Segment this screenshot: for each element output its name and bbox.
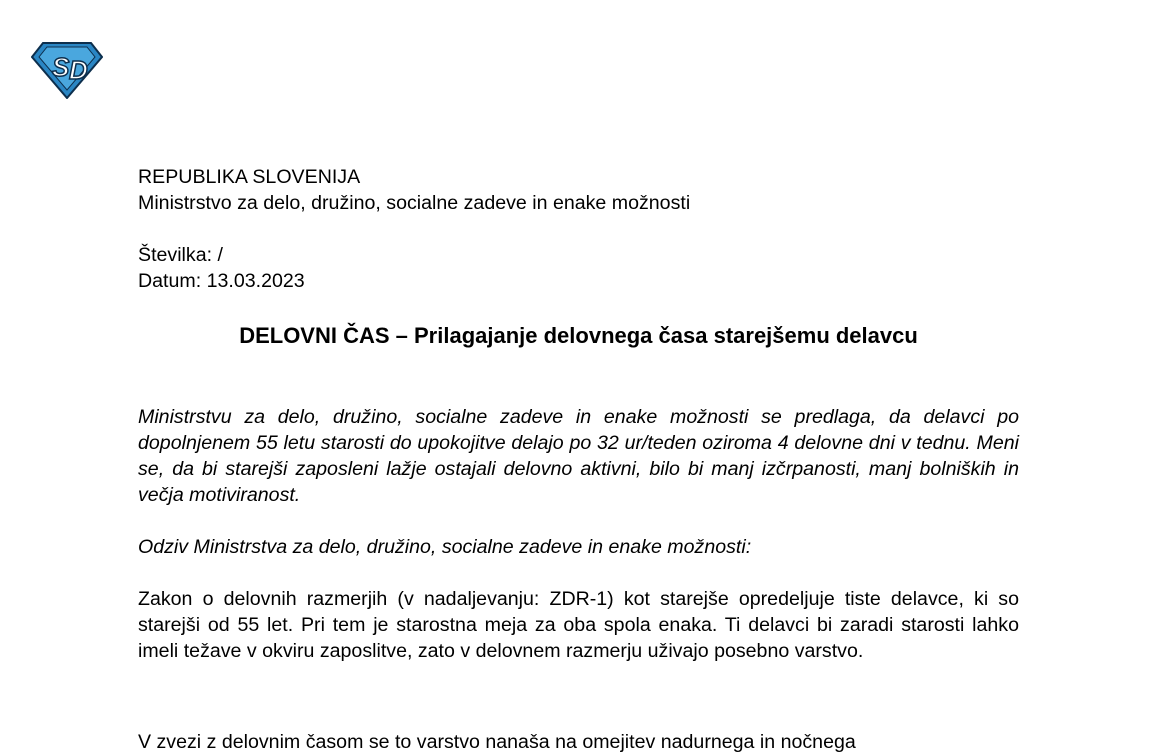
number-label: Številka:: [138, 244, 213, 266]
document-title: DELOVNI ČAS – Prilagajanje delovnega časa starejšemu delavcu: [239, 323, 918, 348]
svg-text:D: D: [69, 55, 88, 85]
ministry-name: Ministrstvo za delo, družino, socialne zadeve in enake možnosti: [138, 192, 691, 214]
document-page: [138, 164, 1019, 664]
document-number: [138, 242, 1019, 268]
question-paragraph: Ministrstvu za delo, družino, socialne zadeve in enake možnosti se predlaga, da delavci po dopolnjenem 55 letu starosti do upokojitve delajo po 32 ur/teden oziroma 4 delovne dni v tednu. Meni se, da bi starejši zaposleni lažje ostajali delovno aktivni, bilo bi manj izčrpanosti, manj bolniških in večja motiviranost.: [138, 406, 1019, 506]
number-value: /: [217, 244, 223, 266]
country-name: REPUBLIKA SLOVENIJA: [138, 166, 361, 188]
response-paragraph: Zakon o delovnih razmerjih (v nadaljevanju: ZDR-1) kot starejše opredeljuje tiste delavce, ki so starejši od 55 let. Pri tem je starostna meja za oba spola enaka. Ti delavci bi zaradi starosti lahko imeli težave v okviru zaposlitve, zato v delovnem razmerju uživajo posebno varstvo.: [138, 588, 1019, 662]
date-value: 13.03.2023: [206, 270, 305, 292]
document-date: [138, 268, 1019, 294]
sd-diamond-logo-icon: [31, 41, 103, 99]
svg-text:S: S: [52, 52, 70, 82]
response-heading: Odziv Ministrstva za delo, družino, socialne zadeve in enake možnosti:: [138, 536, 752, 558]
date-label: Datum:: [138, 270, 202, 292]
cut-off-line: V zvezi z delovnim časom se to varstvo nanaša na omejitev nadurnega in nočnega: [138, 731, 856, 753]
